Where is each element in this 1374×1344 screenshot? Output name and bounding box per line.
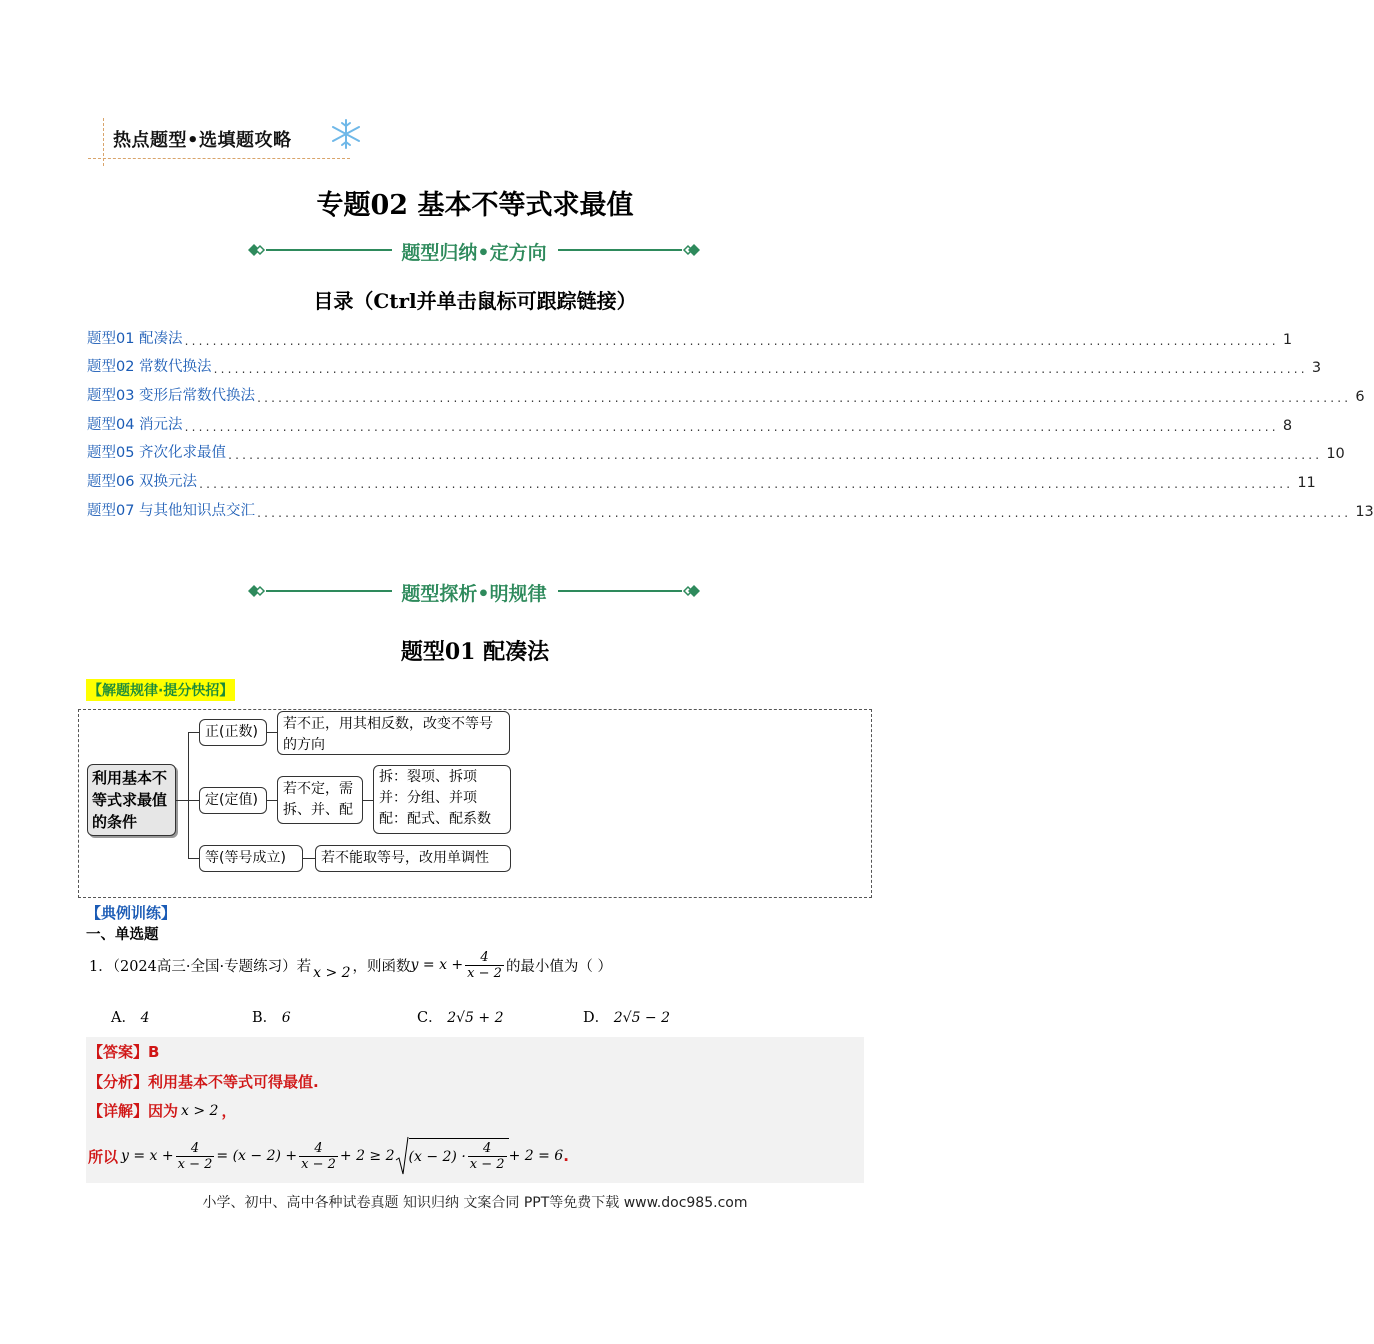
- example-tag: 【典例训练】: [86, 904, 177, 922]
- option-value: 2√5 + 2: [447, 1010, 504, 1026]
- sqrt-body: [409, 1138, 509, 1172]
- diamond-right-icon: [680, 241, 702, 259]
- banner-section-analysis: [246, 576, 702, 606]
- fraction-numerator: 4: [483, 1141, 492, 1156]
- expr-period: .: [563, 1147, 569, 1165]
- detail-line: 并：分组、并项: [379, 790, 477, 806]
- option-c[interactable]: [417, 1006, 504, 1027]
- question-condition: x > 2: [313, 965, 351, 981]
- option-value: 2√5 − 2: [613, 1010, 671, 1026]
- expr-part: + 2 = 6: [508, 1148, 564, 1164]
- connector: [267, 800, 277, 801]
- expr-part: (x − 2) ·: [408, 1148, 466, 1165]
- question-function: y = x +: [410, 957, 464, 973]
- section-single-choice: 一、单选题: [86, 927, 159, 943]
- diamond-right-icon: [680, 582, 702, 600]
- toc-item[interactable]: 题型04 消元法 ............................................................................................................................................................ 8: [87, 417, 1293, 434]
- banner-text: 题型归纳•定方向: [401, 242, 547, 264]
- mindmap-branch-constant: 定(定值): [199, 787, 267, 814]
- mindmap-frame: [78, 709, 872, 898]
- option-key: A．: [111, 1010, 136, 1026]
- mindmap-note-equal: 若不能取等号，改用单调性: [315, 845, 511, 872]
- option-key: B．: [252, 1010, 278, 1026]
- page-title: 专题02 基本不等式求最值: [316, 190, 634, 221]
- mindmap-note-constant: 若不定，需拆、并、配: [277, 776, 363, 824]
- connector: [363, 800, 373, 801]
- tip-tag: 【解题规律·提分快招】: [86, 679, 235, 701]
- option-key: D．: [583, 1010, 610, 1026]
- option-value: 4: [140, 1010, 150, 1026]
- connector: [188, 800, 199, 801]
- question-fraction: [465, 950, 504, 981]
- fraction-denominator: x − 2: [301, 1156, 336, 1172]
- toc-title: 目录（Ctrl并单击鼠标可跟踪链接）: [313, 289, 637, 313]
- expr-fraction: [299, 1141, 338, 1172]
- option-key: C．: [417, 1010, 443, 1026]
- fraction-denominator: x − 2: [469, 1157, 505, 1172]
- detail-line-2: [88, 1134, 569, 1178]
- mindmap-note-positive: 若不正，用其相反数，改变不等号的方向: [277, 711, 510, 755]
- toc-item[interactable]: 题型07 与其他知识点交汇 ............................................................................................................................................................ 13: [87, 503, 1374, 520]
- banner-line-right: [558, 590, 682, 592]
- detail-so: 所以: [88, 1147, 119, 1166]
- header-underline: [88, 158, 350, 159]
- mindmap-branch-equal: 等(等号成立): [199, 845, 303, 872]
- banner-section-overview: [246, 235, 702, 265]
- connector: [188, 858, 199, 859]
- toc-item[interactable]: 题型03 变形后常数代换法 ............................................................................................................................................................ 6: [87, 388, 1365, 405]
- connector: [267, 732, 277, 733]
- expr-fraction: [468, 1141, 507, 1172]
- question-1: [89, 945, 612, 985]
- option-d[interactable]: [583, 1006, 670, 1027]
- expr-part: y = x +: [121, 1148, 174, 1164]
- section-title: 题型01 配凑法: [400, 639, 550, 665]
- mindmap-detail-constant: [373, 765, 511, 834]
- connector: [303, 858, 315, 859]
- option-value: 6: [281, 1010, 291, 1026]
- answer-label: 【答案】B: [88, 1043, 160, 1061]
- question-suffix: 的最小值为（ ）: [505, 958, 613, 975]
- fraction-denominator: x − 2: [467, 965, 502, 981]
- toc-item[interactable]: 题型02 常数代换法 ............................................................................................................................................................ 3: [87, 359, 1322, 376]
- expr-part: = (x − 2) +: [216, 1148, 298, 1164]
- toc-item[interactable]: 题型05 齐次化求最值 ............................................................................................................................................................ 10: [87, 445, 1345, 462]
- fraction-numerator: 4: [314, 1140, 323, 1156]
- question-prefix: 1．（2024高三·全国·专题练习）若: [89, 958, 312, 975]
- detail-line-1: [88, 1100, 236, 1121]
- mindmap-branch-positive: 正(正数): [199, 719, 267, 746]
- connector: [188, 732, 189, 858]
- toc-item[interactable]: 题型01 配凑法 ............................................................................................................................................................ 1: [87, 331, 1293, 348]
- expr-fraction: [176, 1141, 215, 1172]
- banner-text: 题型探析•明规律: [401, 583, 547, 605]
- detail-line: 配：配式、配系数: [379, 811, 491, 827]
- option-a[interactable]: [111, 1006, 150, 1027]
- option-b[interactable]: [252, 1006, 291, 1027]
- mindmap-root: 利用基本不等式求最值的条件: [87, 764, 176, 836]
- snowflake-icon: [330, 118, 362, 150]
- detail-line: 拆：裂项、拆项: [379, 769, 477, 785]
- toc-item[interactable]: 题型06 双换元法 ............................................................................................................................................................ 11: [87, 474, 1316, 491]
- question-mid: ，则函数: [352, 958, 411, 975]
- fraction-denominator: x − 2: [177, 1156, 213, 1172]
- detail-label: 【详解】因为: [88, 1102, 179, 1120]
- fraction-numerator: 4: [480, 949, 489, 965]
- expr-part: + 2 ≥ 2: [339, 1148, 395, 1164]
- detail-condition: x > 2: [181, 1102, 219, 1119]
- analysis-text: 【分析】利用基本不等式可得最值.: [88, 1073, 319, 1091]
- sqrt-sign-icon: [395, 1136, 409, 1176]
- detail-end: ，: [221, 1102, 237, 1120]
- connector: [188, 732, 199, 733]
- banner-line-right: [558, 249, 682, 251]
- header-badge: 热点题型•选填题攻略: [113, 130, 292, 151]
- connector: [176, 800, 188, 801]
- fraction-numerator: 4: [190, 1140, 200, 1156]
- page-footer: 小学、初中、高中各种试卷真题 知识归纳 文案合同 PPT等免费下载 www.doc985.com: [202, 1195, 748, 1211]
